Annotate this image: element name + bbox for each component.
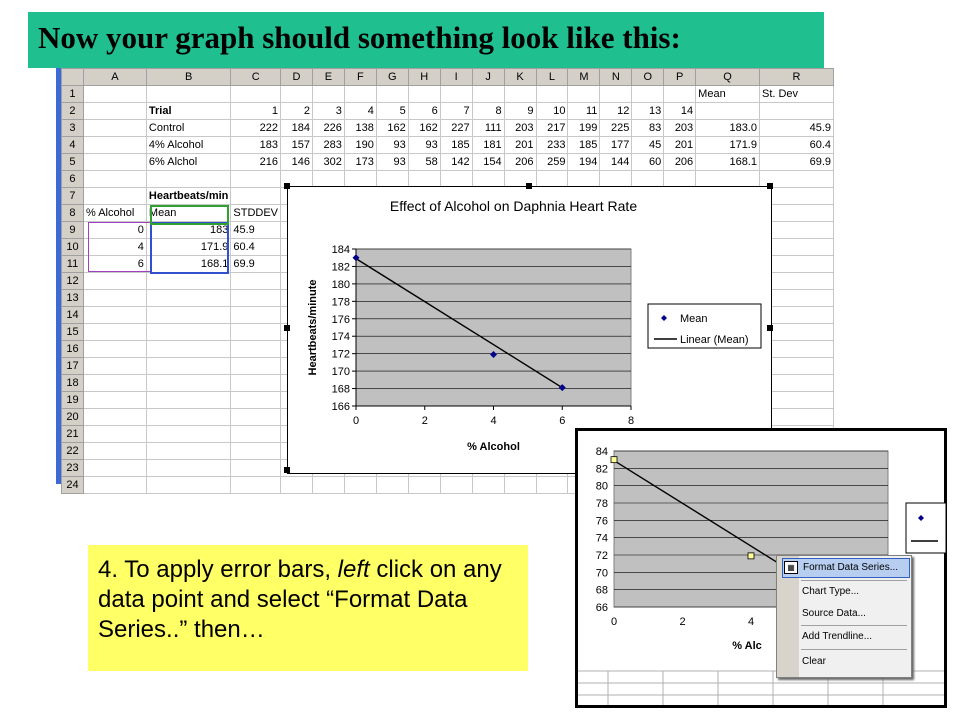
cell[interactable]: 203	[504, 120, 536, 137]
plot-area[interactable]	[356, 249, 631, 406]
column-header[interactable]: J	[472, 69, 504, 86]
cell[interactable]: 201	[664, 137, 696, 154]
cell[interactable]	[83, 375, 146, 392]
column-header[interactable]: F	[344, 69, 376, 86]
cell[interactable]	[83, 460, 146, 477]
cell[interactable]: 60.4	[759, 137, 833, 154]
cell[interactable]	[146, 409, 230, 426]
cell[interactable]	[632, 171, 664, 188]
instruction-text	[98, 555, 523, 645]
resize-handle[interactable]	[526, 183, 532, 189]
cell[interactable]	[83, 307, 146, 324]
cell[interactable]: 184	[281, 120, 313, 137]
cell[interactable]: 154	[472, 154, 504, 171]
cell[interactable]	[146, 324, 230, 341]
cell[interactable]	[231, 358, 281, 375]
cell[interactable]	[83, 341, 146, 358]
cell[interactable]: 138	[344, 120, 376, 137]
row-header[interactable]: 17	[62, 358, 84, 375]
format-series-icon: ▦	[784, 561, 798, 574]
sheet-row	[62, 171, 834, 188]
cell[interactable]: 0	[83, 222, 146, 239]
row-header[interactable]: 9	[62, 222, 84, 239]
cell[interactable]	[281, 477, 313, 494]
context-menu[interactable]	[776, 555, 912, 678]
menu-item-label: Clear	[802, 656, 826, 667]
row-header[interactable]: 14	[62, 307, 84, 324]
menu-separator	[801, 580, 907, 581]
cell[interactable]: 142	[440, 154, 472, 171]
cell[interactable]	[83, 86, 146, 103]
instruction-text-part: click on any data point and select “Format Data Series..” then…	[98, 556, 502, 643]
row-header[interactable]: 10	[62, 239, 84, 256]
instruction-text-part: 4. To apply error bars,	[98, 556, 338, 583]
cell[interactable]: STDDEV	[231, 205, 281, 222]
cell[interactable]	[376, 171, 408, 188]
cell[interactable]: 4	[83, 239, 146, 256]
column-header-row	[62, 69, 834, 86]
x-tick-label: 4	[490, 415, 497, 427]
cell[interactable]: 69.9	[231, 256, 281, 273]
cell[interactable]: 6% Alchol	[146, 154, 230, 171]
cell[interactable]	[83, 409, 146, 426]
x-tick-label: 8	[627, 415, 635, 427]
cell[interactable]: 45	[632, 137, 664, 154]
column-header[interactable]: O	[632, 69, 664, 86]
cell[interactable]: 173	[344, 154, 376, 171]
cell[interactable]	[83, 103, 146, 120]
cell[interactable]: 146	[281, 154, 313, 171]
cell[interactable]: % Alcohol	[83, 205, 146, 222]
row-header[interactable]: 12	[62, 273, 84, 290]
row-header[interactable]: 5	[62, 154, 84, 171]
cell[interactable]: 203	[664, 120, 696, 137]
row-header[interactable]: 7	[62, 188, 84, 205]
menu-item-clear[interactable]	[782, 653, 908, 671]
inset-y-tick-label: 70	[595, 567, 608, 580]
cell[interactable]	[231, 426, 281, 443]
menu-item-label: Add Trendline...	[802, 631, 873, 642]
cell[interactable]: 11	[568, 103, 600, 120]
column-header[interactable]: K	[504, 69, 536, 86]
row-header[interactable]: 23	[62, 460, 84, 477]
column-header[interactable]: G	[376, 69, 408, 86]
cell[interactable]	[231, 171, 281, 188]
inset-x-tick-label: 0	[610, 616, 618, 628]
column-header[interactable]: L	[536, 69, 568, 86]
cell[interactable]	[231, 443, 281, 460]
x-tick-label: 2	[421, 415, 428, 427]
cell[interactable]: 9	[504, 103, 536, 120]
cell[interactable]: 93	[376, 154, 408, 171]
cell[interactable]	[83, 392, 146, 409]
cell[interactable]	[146, 86, 230, 103]
cell[interactable]: 14	[664, 103, 696, 120]
cell[interactable]: 185	[440, 137, 472, 154]
x-tick-label: 0	[352, 415, 360, 427]
menu-separator	[801, 649, 907, 650]
y-tick-label: 172	[331, 348, 350, 361]
cell[interactable]	[231, 375, 281, 392]
cell[interactable]	[344, 86, 376, 103]
cell[interactable]: 157	[281, 137, 313, 154]
cell[interactable]	[472, 477, 504, 494]
cell[interactable]	[344, 171, 376, 188]
resize-handle[interactable]	[284, 467, 290, 473]
legend-label-trend: Linear (Mean)	[680, 334, 749, 346]
cell[interactable]: 93	[408, 137, 440, 154]
legend-label-mean: Mean	[680, 313, 708, 325]
cell[interactable]: 171.9	[696, 137, 760, 154]
cell[interactable]: 168.1	[696, 154, 760, 171]
cell[interactable]	[664, 86, 696, 103]
cell[interactable]	[504, 477, 536, 494]
menu-item-label: Chart Type...	[802, 586, 860, 597]
cell[interactable]	[231, 409, 281, 426]
y-tick-label: 178	[331, 296, 350, 309]
cell[interactable]: 58	[408, 154, 440, 171]
cell[interactable]	[83, 426, 146, 443]
cell[interactable]: 7	[440, 103, 472, 120]
y-axis-label: Heartbeats/minute	[307, 279, 319, 376]
menu-item-source-data[interactable]	[782, 605, 908, 623]
cell[interactable]	[146, 426, 230, 443]
inset-y-tick-label: 78	[595, 498, 608, 510]
cell[interactable]	[146, 358, 230, 375]
cell[interactable]: 69.9	[759, 154, 833, 171]
cell[interactable]: 3	[312, 103, 344, 120]
cell[interactable]	[472, 171, 504, 188]
cell[interactable]	[231, 460, 281, 477]
cell[interactable]	[146, 443, 230, 460]
x-axis-label: % Alcohol	[467, 441, 520, 453]
banner-title: Now your graph should something look like this:	[38, 20, 681, 55]
cell[interactable]: 227	[440, 120, 472, 137]
row-header[interactable]: 2	[62, 103, 84, 120]
inset-y-tick-label: 84	[595, 446, 608, 458]
cell[interactable]	[146, 392, 230, 409]
cell[interactable]: 183.0	[696, 120, 760, 137]
inset-y-tick-label: 74	[595, 532, 608, 545]
y-tick-label: 180	[331, 278, 350, 291]
column-header[interactable]: A	[83, 69, 146, 86]
cell[interactable]	[568, 86, 600, 103]
inset-y-tick-label: 82	[595, 463, 608, 476]
column-header[interactable]: E	[312, 69, 344, 86]
cell[interactable]: 201	[504, 137, 536, 154]
cell[interactable]: 190	[344, 137, 376, 154]
cell[interactable]: 185	[568, 137, 600, 154]
title-banner	[28, 12, 824, 68]
cell[interactable]: 283	[312, 137, 344, 154]
row-header[interactable]: 16	[62, 341, 84, 358]
cell[interactable]	[231, 307, 281, 324]
menu-item-label: Format Data Series...	[803, 562, 899, 573]
cell[interactable]	[83, 273, 146, 290]
cell[interactable]	[146, 375, 230, 392]
cell[interactable]: 226	[312, 120, 344, 137]
row-header[interactable]: 19	[62, 392, 84, 409]
cell[interactable]	[408, 477, 440, 494]
cell[interactable]	[472, 86, 504, 103]
cell[interactable]	[376, 86, 408, 103]
menu-separator	[801, 625, 907, 626]
cell[interactable]: 45.9	[759, 120, 833, 137]
row-header[interactable]: 22	[62, 443, 84, 460]
cell[interactable]: 6	[408, 103, 440, 120]
cell[interactable]	[632, 86, 664, 103]
inset-selected-point[interactable]	[748, 553, 754, 559]
cell[interactable]	[568, 171, 600, 188]
cell[interactable]: 206	[504, 154, 536, 171]
cell[interactable]	[83, 137, 146, 154]
cell[interactable]	[664, 171, 696, 188]
cell[interactable]	[83, 120, 146, 137]
cell[interactable]: 60.4	[231, 239, 281, 256]
cell[interactable]	[146, 477, 230, 494]
cell[interactable]: 183	[231, 137, 281, 154]
sheet-row	[62, 103, 834, 120]
sheet-row	[62, 154, 834, 171]
cell[interactable]: 4	[344, 103, 376, 120]
cell[interactable]: 162	[408, 120, 440, 137]
y-tick-label: 168	[331, 383, 350, 396]
cell[interactable]	[440, 477, 472, 494]
cell[interactable]	[696, 103, 760, 120]
row-header[interactable]: 11	[62, 256, 84, 273]
cell[interactable]	[83, 324, 146, 341]
cell[interactable]: 216	[231, 154, 281, 171]
cell[interactable]	[231, 290, 281, 307]
cell[interactable]	[536, 171, 568, 188]
cell[interactable]	[312, 477, 344, 494]
cell[interactable]	[408, 171, 440, 188]
cell[interactable]: Trial	[146, 103, 230, 120]
row-header[interactable]: 21	[62, 426, 84, 443]
row-header[interactable]: 20	[62, 409, 84, 426]
selection-range-header	[150, 205, 229, 225]
row-header[interactable]: 1	[62, 86, 84, 103]
column-header[interactable]: I	[440, 69, 472, 86]
menu-item-format-data-series[interactable]	[782, 558, 910, 578]
inset-selected-point[interactable]	[611, 457, 617, 463]
column-header[interactable]: B	[146, 69, 230, 86]
menu-item-label: Source Data...	[802, 608, 866, 619]
inset-y-tick-label: 80	[595, 480, 608, 493]
cell[interactable]	[231, 341, 281, 358]
inset-x-tick-label: 4	[747, 616, 755, 628]
cell[interactable]	[312, 171, 344, 188]
cell[interactable]: 302	[312, 154, 344, 171]
cell[interactable]: 199	[568, 120, 600, 137]
cell[interactable]	[600, 86, 632, 103]
cell[interactable]	[231, 477, 281, 494]
selection-range-a	[88, 222, 152, 272]
inset-legend-box	[906, 503, 946, 553]
chart-title: Effect of Alcohol on Daphnia Heart Rate	[389, 198, 638, 214]
resize-handle[interactable]	[284, 325, 290, 331]
cell[interactable]: 168.1	[146, 256, 230, 273]
cell[interactable]: 13	[632, 103, 664, 120]
cell[interactable]: 222	[231, 120, 281, 137]
column-header[interactable]: M	[568, 69, 600, 86]
cell[interactable]	[504, 86, 536, 103]
cell[interactable]: 8	[472, 103, 504, 120]
cell[interactable]	[440, 171, 472, 188]
cell[interactable]	[312, 86, 344, 103]
cell[interactable]: 144	[600, 154, 632, 171]
cell[interactable]	[759, 103, 833, 120]
sheet-row	[62, 137, 834, 154]
cell[interactable]	[600, 171, 632, 188]
column-header[interactable]: P	[664, 69, 696, 86]
sheet-row	[62, 86, 834, 103]
y-tick-label: 174	[331, 331, 350, 344]
row-header[interactable]: 3	[62, 120, 84, 137]
cell[interactable]: 12	[600, 103, 632, 120]
row-header[interactable]: 15	[62, 324, 84, 341]
row-header[interactable]: 18	[62, 375, 84, 392]
cell[interactable]	[83, 477, 146, 494]
column-header[interactable]: N	[600, 69, 632, 86]
y-tick-label: 184	[331, 244, 350, 256]
cell[interactable]: 1	[231, 103, 281, 120]
resize-handle[interactable]	[767, 325, 773, 331]
cell[interactable]	[696, 171, 760, 188]
cell[interactable]	[146, 460, 230, 477]
cell[interactable]	[536, 86, 568, 103]
cell[interactable]	[440, 86, 472, 103]
cell[interactable]: St. Dev	[759, 86, 833, 103]
column-header[interactable]: D	[281, 69, 313, 86]
cell[interactable]	[146, 290, 230, 307]
cell[interactable]	[231, 273, 281, 290]
cell[interactable]	[83, 290, 146, 307]
cell[interactable]: 194	[568, 154, 600, 171]
sheet-row	[62, 120, 834, 137]
inset-y-tick-label: 66	[595, 602, 608, 614]
instruction-note	[88, 545, 528, 671]
resize-handle[interactable]	[767, 183, 773, 189]
cell[interactable]: 2	[281, 103, 313, 120]
cell[interactable]: 181	[472, 137, 504, 154]
cell[interactable]	[231, 188, 281, 205]
row-header[interactable]: 4	[62, 137, 84, 154]
cell[interactable]: 206	[664, 154, 696, 171]
inset-x-tick-label: 2	[679, 616, 686, 628]
column-header[interactable]: Q	[696, 69, 760, 86]
cell[interactable]	[83, 188, 146, 205]
cell[interactable]	[536, 477, 568, 494]
x-tick-label: 6	[559, 415, 566, 427]
cell[interactable]	[83, 171, 146, 188]
cell[interactable]: Control	[146, 120, 230, 137]
cell[interactable]: 177	[600, 137, 632, 154]
cell[interactable]: 259	[536, 154, 568, 171]
inset-y-tick-label: 68	[595, 584, 608, 597]
cell[interactable]: 225	[600, 120, 632, 137]
column-header[interactable]: R	[759, 69, 833, 86]
cell[interactable]: Mean	[146, 205, 230, 222]
cell[interactable]	[146, 171, 230, 188]
y-tick-label: 176	[331, 313, 350, 326]
cell[interactable]: 93	[376, 137, 408, 154]
row-header[interactable]: 8	[62, 205, 84, 222]
y-tick-label: 170	[331, 366, 350, 379]
cell[interactable]: 162	[376, 120, 408, 137]
cell[interactable]: 5	[376, 103, 408, 120]
inset-y-tick-label: 76	[595, 515, 608, 528]
y-tick-label: 182	[331, 261, 350, 274]
cell[interactable]: 60	[632, 154, 664, 171]
cell[interactable]	[231, 392, 281, 409]
cell[interactable]	[231, 324, 281, 341]
instruction-emphasis: left	[337, 556, 370, 583]
cell[interactable]	[146, 307, 230, 324]
cell[interactable]	[281, 86, 313, 103]
select-all-corner[interactable]	[62, 69, 84, 86]
y-tick-label: 166	[331, 401, 350, 413]
row-header[interactable]: 6	[62, 171, 84, 188]
cell[interactable]: 83	[632, 120, 664, 137]
cell[interactable]: 45.9	[231, 222, 281, 239]
cell[interactable]	[376, 477, 408, 494]
cell[interactable]	[146, 273, 230, 290]
cell[interactable]	[344, 477, 376, 494]
menu-item-chart-type[interactable]	[782, 583, 908, 601]
cell[interactable]: 4% Alcohol	[146, 137, 230, 154]
cell[interactable]	[83, 443, 146, 460]
cell[interactable]: 171.9	[146, 239, 230, 256]
cell[interactable]: 233	[536, 137, 568, 154]
cell[interactable]: 183	[146, 222, 230, 239]
cell[interactable]: Heartbeats/min	[146, 188, 230, 205]
resize-handle[interactable]	[284, 183, 290, 189]
cell[interactable]: 10	[536, 103, 568, 120]
cell[interactable]	[146, 341, 230, 358]
menu-item-add-trendline[interactable]	[782, 628, 908, 646]
selection-range-b	[150, 222, 229, 274]
cell[interactable]	[83, 358, 146, 375]
cell[interactable]: 217	[536, 120, 568, 137]
row-header[interactable]: 13	[62, 290, 84, 307]
cell[interactable]	[231, 86, 281, 103]
cell[interactable]: Mean	[696, 86, 760, 103]
cell[interactable]: 6	[83, 256, 146, 273]
inset-y-tick-label: 72	[595, 550, 608, 562]
inset-x-axis-label: % Alc	[732, 640, 762, 652]
cell[interactable]: 111	[472, 120, 504, 137]
column-header[interactable]: H	[408, 69, 440, 86]
column-header[interactable]: C	[231, 69, 281, 86]
cell[interactable]	[83, 154, 146, 171]
cell[interactable]	[408, 86, 440, 103]
row-header[interactable]: 24	[62, 477, 84, 494]
